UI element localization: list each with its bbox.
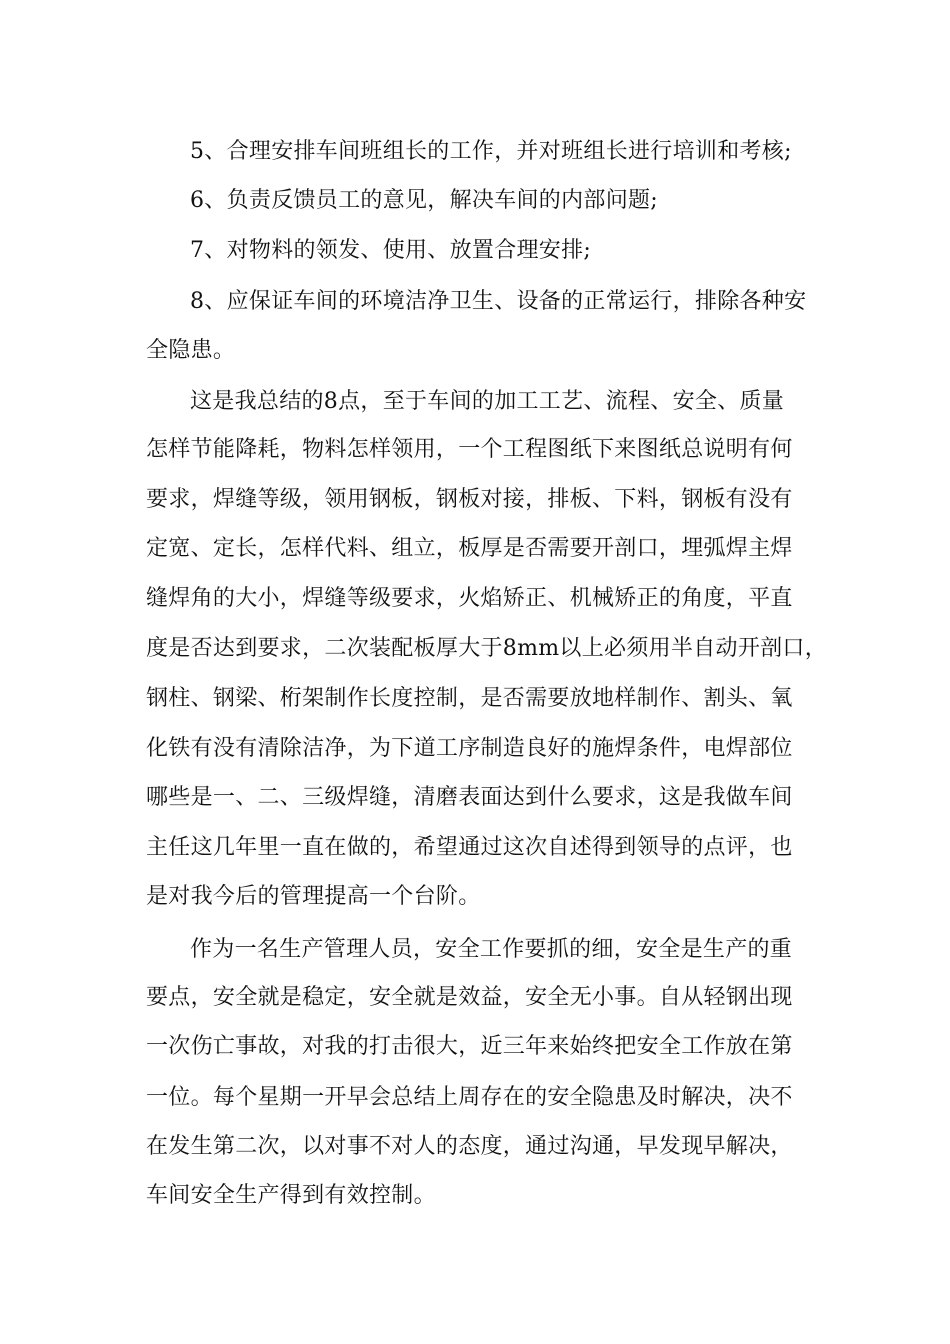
text-line-9: 定宽、定长，怎样代料、组立，板厚是否需要开剖口，埋弧焊主焊 <box>146 536 793 561</box>
text-line-21: 在发生第二次，以对事不对人的态度，通过沟通，早发现早解决， <box>146 1134 793 1159</box>
text-line-19: 一次伤亡事故，对我的打击很大，近三年来始终把安全工作放在第 <box>146 1034 793 1059</box>
text-line-5: 全隐患。 <box>146 338 236 363</box>
text-line-11: 度是否达到要求，二次装配板厚大于8mm以上必须用半自动开剖口， <box>146 636 828 661</box>
text-line-6: 这是我总结的8点，至于车间的加工工艺、流程、安全、质量 <box>190 389 785 414</box>
text-line-10: 缝焊角的大小，焊缝等级要求，火焰矫正、机械矫正的角度，平直 <box>146 586 793 611</box>
text-line-22: 车间安全生产得到有效控制。 <box>146 1183 436 1208</box>
text-line-15: 主任这几年里一直在做的，希望通过这次自述得到领导的点评，也 <box>146 835 793 860</box>
text-line-3: 7、对物料的领发、使用、放置合理安排; <box>190 238 592 263</box>
text-line-20: 一位。每个星期一开早会总结上周存在的安全隐患及时解决，决不 <box>146 1085 793 1110</box>
text-line-17: 作为一名生产管理人员，安全工作要抓的细，安全是生产的重 <box>190 937 793 962</box>
text-line-14: 哪些是一、二、三级焊缝，清磨表面达到什么要求，这是我做车间 <box>146 785 793 810</box>
text-line-12: 钢柱、钢梁、桁架制作长度控制，是否需要放地样制作、割头、氧 <box>146 686 793 711</box>
text-line-2: 6、负责反馈员工的意见，解决车间的内部问题; <box>190 188 659 213</box>
text-line-4: 8、应保证车间的环境洁净卫生、设备的正常运行，排除各种安 <box>190 289 807 314</box>
text-line-1: 5、合理安排车间班组长的工作，并对班组长进行培训和考核; <box>190 139 792 164</box>
text-line-8: 要求，焊缝等级，领用钢板，钢板对接，排板、下料，钢板有没有 <box>146 487 793 512</box>
text-line-7: 怎样节能降耗，物料怎样领用，一个工程图纸下来图纸总说明有何 <box>146 437 793 462</box>
text-line-18: 要点，安全就是稳定，安全就是效益，安全无小事。自从轻钢出现 <box>146 985 793 1010</box>
text-line-16: 是对我今后的管理提高一个台阶。 <box>146 884 481 909</box>
text-line-13: 化铁有没有清除洁净，为下道工序制造良好的施焊条件，电焊部位 <box>146 736 793 761</box>
